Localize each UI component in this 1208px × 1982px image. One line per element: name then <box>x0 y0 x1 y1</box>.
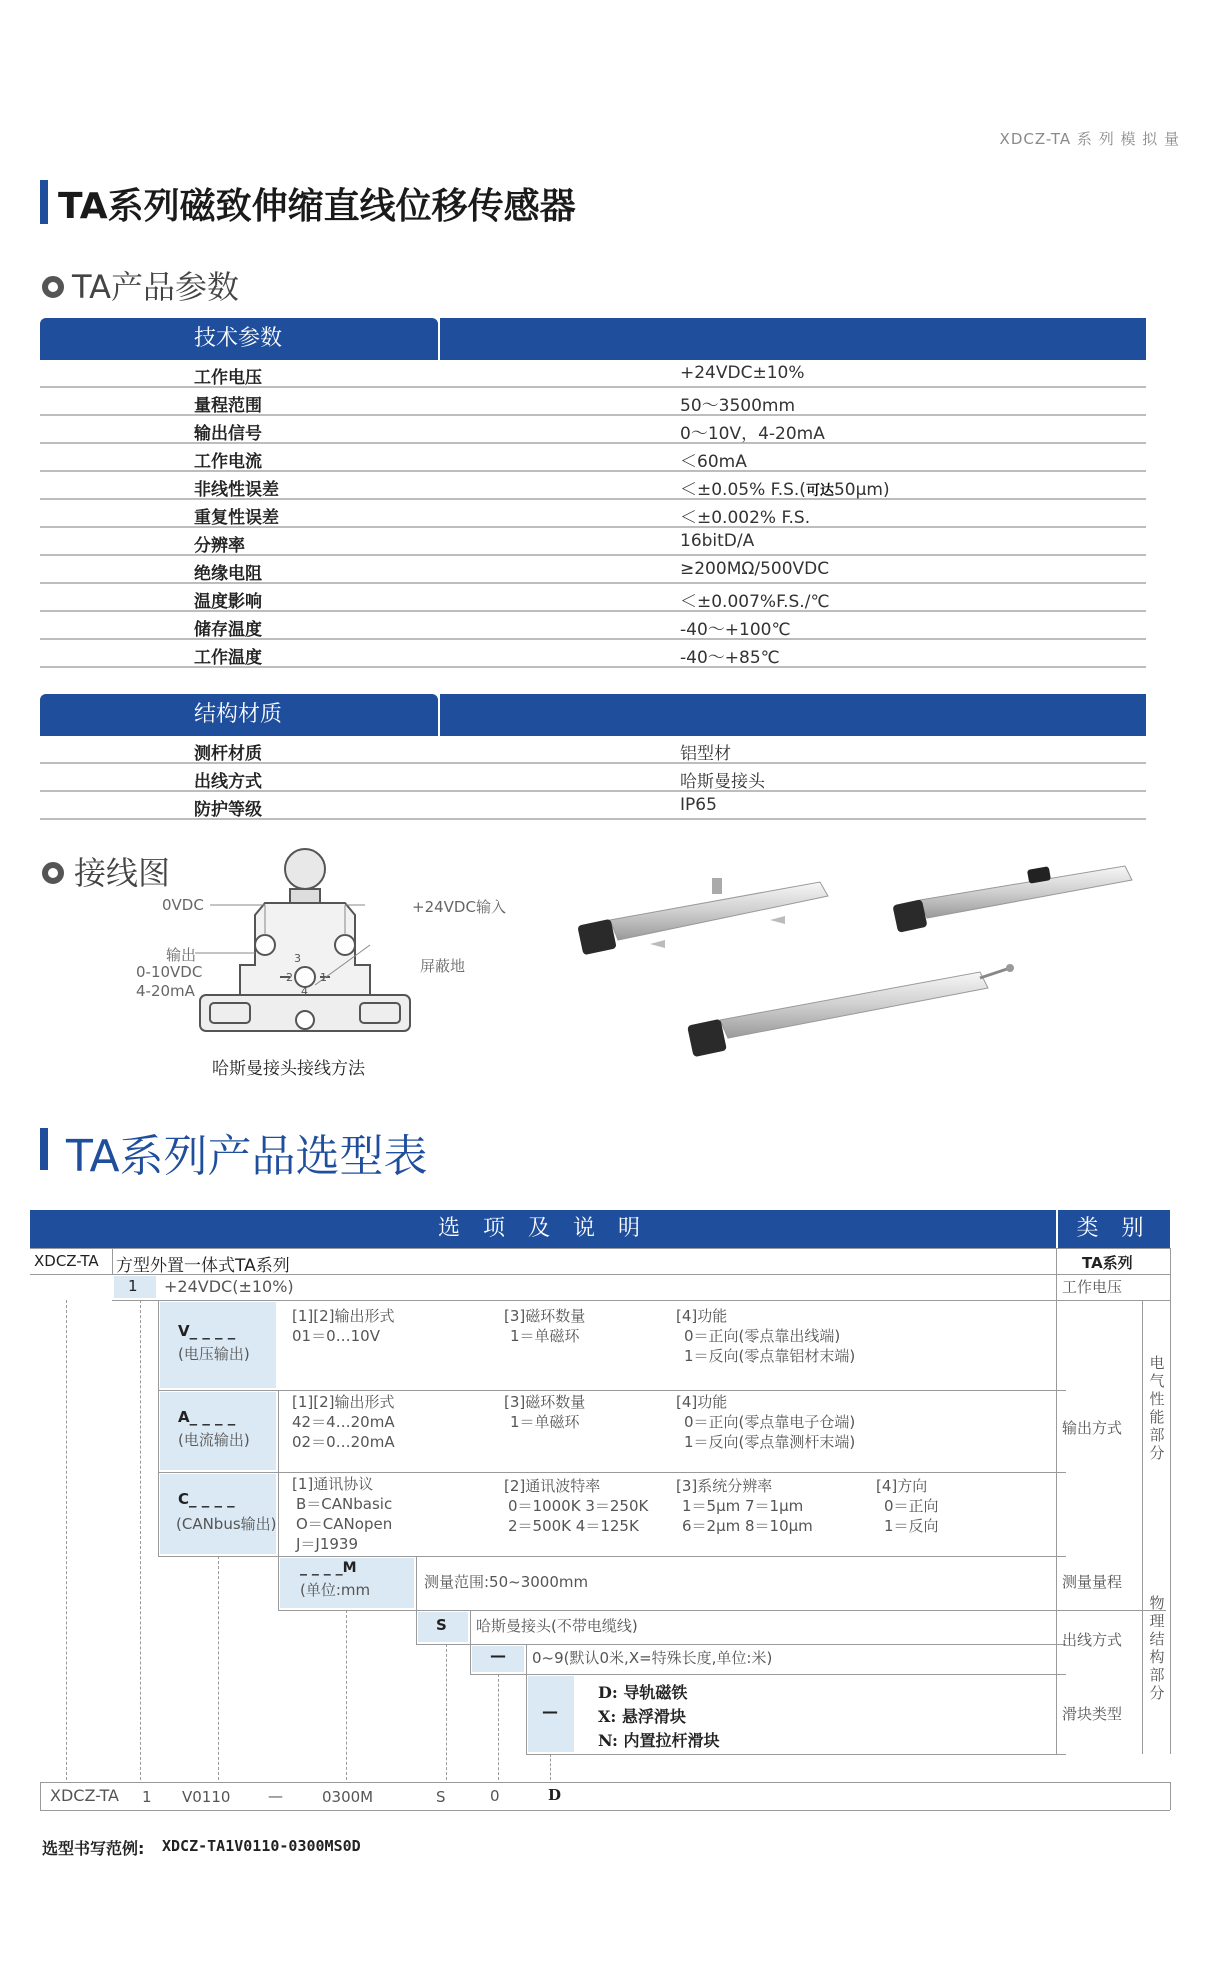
sensor-image-2 <box>892 866 1132 933</box>
v-code: V_ _ _ _ <box>178 1322 236 1340</box>
voltage-code: 1 <box>128 1277 138 1295</box>
c-c4-title: [4]方向 <box>876 1477 928 1495</box>
c-c1-title: [1]通讯协议 <box>292 1475 374 1493</box>
wiring-section-title: 接线图 <box>74 854 171 892</box>
a-code: A_ _ _ _ <box>178 1408 236 1426</box>
example-value: XDCZ-TA1V0110-0300MS0D <box>162 1837 361 1855</box>
param-value: -40～+85℃ <box>680 648 780 668</box>
pin-1-label: 1 <box>320 971 327 984</box>
struct-table-header <box>40 694 438 736</box>
tech-table-header-right <box>440 318 1146 360</box>
a-c1-line2: 02＝0…20mA <box>292 1433 395 1451</box>
c-c1-line1: B＝CANbasic <box>296 1495 393 1513</box>
tech-table-header-label: 技术参数 <box>194 326 283 351</box>
param-key: 工作电流 <box>194 452 262 472</box>
v-c3-line2: 1＝反向(零点靠铝材末端) <box>684 1347 856 1365</box>
a-c2-title: [3]磁环数量 <box>504 1393 586 1411</box>
s-code: S <box>436 1616 447 1634</box>
pin-2-label: 2 <box>286 971 293 984</box>
model-code: XDCZ-TA <box>34 1252 99 1270</box>
param-value: 哈斯曼接头 <box>680 772 765 792</box>
voltage-category: 工作电压 <box>1062 1278 1123 1296</box>
slider-opt-n: N: 内置拉杆滑块 <box>598 1731 720 1750</box>
example-output: V0110 <box>182 1788 231 1806</box>
param-value: ＜60mA <box>680 452 747 472</box>
param-key: 分辨率 <box>194 536 245 556</box>
wiring-caption: 哈斯曼接头接线方法 <box>212 1059 365 1079</box>
example-slider: D <box>548 1786 562 1804</box>
param-value: 50～3500mm <box>680 396 796 416</box>
wire-label-0vdc: 0VDC <box>162 896 204 914</box>
a-sub: (电流输出) <box>178 1431 250 1449</box>
v-c1-title: [1][2]输出形式 <box>292 1307 395 1325</box>
param-row <box>40 472 1146 500</box>
c-c3-line2: 6＝2μm 8＝10μm <box>682 1517 813 1535</box>
selection-title-bar <box>40 1128 48 1170</box>
output-category: 输出方式 <box>1062 1419 1123 1437</box>
param-row <box>40 556 1146 584</box>
mechanical-category: 物理结构部分 <box>1149 1594 1165 1702</box>
c-c2-line1: 0＝1000K 3＝250K <box>508 1497 649 1515</box>
v-c2-title: [3]磁环数量 <box>504 1307 586 1325</box>
selection-header-category: 类 别 <box>1058 1210 1170 1248</box>
pin-3-label: 3 <box>294 952 301 965</box>
selection-title: TA系列产品选型表 <box>66 1131 428 1182</box>
param-key: 输出信号 <box>194 424 262 444</box>
param-key: 工作电压 <box>194 368 262 388</box>
a-c3-line1: 0＝正向(零点靠电子仓端) <box>684 1413 856 1431</box>
param-value: 16bitD/A <box>680 531 755 551</box>
param-row <box>40 640 1146 668</box>
section-bullet-icon <box>42 862 64 884</box>
c-code: C_ _ _ _ <box>178 1490 235 1508</box>
param-row <box>40 612 1146 640</box>
title-accent-bar <box>40 180 48 224</box>
params-section-title: TA产品参数 <box>72 268 239 306</box>
c-c4-line1: 0＝正向 <box>884 1497 939 1515</box>
c-sub: (CANbus输出) <box>176 1515 277 1533</box>
param-value: ≥200MΩ/500VDC <box>680 559 830 579</box>
section-bullet-icon <box>42 276 64 298</box>
c-c4-line2: 1＝反向 <box>884 1517 939 1535</box>
param-value: 铝型材 <box>680 744 731 764</box>
c-c3-title: [3]系统分辨率 <box>676 1477 773 1495</box>
param-row <box>40 500 1146 528</box>
cable-category: 出线方式 <box>1062 1631 1123 1649</box>
param-key: 重复性误差 <box>194 508 279 528</box>
model-desc: 方型外置一体式TA系列 <box>116 1256 290 1276</box>
slider-opt-d: D: 导轨磁铁 <box>598 1683 688 1702</box>
range-unit: (单位:mm <box>300 1581 371 1599</box>
v-c1-line1: 01＝0…10V <box>292 1327 380 1345</box>
param-key: 出线方式 <box>194 772 262 792</box>
param-value: 0～10V，4-20mA <box>680 424 825 444</box>
a-c1-line1: 42＝4…20mA <box>292 1413 395 1431</box>
range-desc: 测量范围:50~3000mm <box>424 1573 589 1591</box>
a-c2-line1: 1＝单磁环 <box>510 1413 580 1431</box>
param-row <box>40 792 1146 820</box>
selection-header-options: 选 项 及 说 明 <box>30 1210 1056 1248</box>
v-c2-line1: 1＝单磁环 <box>510 1327 580 1345</box>
example-range: 0300M <box>322 1788 374 1806</box>
param-value-extra: 50μm) <box>833 480 890 500</box>
param-row <box>40 584 1146 612</box>
electrical-category: 电气性能部分 <box>1149 1354 1165 1462</box>
wire-label-24vdc: +24VDC输入 <box>412 898 506 916</box>
c-c2-title: [2]通讯波特率 <box>504 1477 601 1495</box>
param-key: 防护等级 <box>194 800 262 820</box>
slider-code: — <box>542 1702 558 1721</box>
model-category: TA系列 <box>1082 1254 1133 1272</box>
struct-table-header-label: 结构材质 <box>194 702 283 727</box>
s-desc: 哈斯曼接头(不带电缆线) <box>476 1617 638 1635</box>
param-key: 量程范围 <box>194 396 262 416</box>
c-c2-line2: 2＝500K 4＝125K <box>508 1517 639 1535</box>
v-c3-title: [4]功能 <box>676 1307 728 1325</box>
param-row <box>40 360 1146 388</box>
slider-category: 滑块类型 <box>1062 1705 1123 1723</box>
example-connector: S <box>436 1788 446 1806</box>
param-value-note: 可达 <box>805 483 834 499</box>
a-c1-title: [1][2]输出形式 <box>292 1393 395 1411</box>
c-c1-line3: J＝J1939 <box>296 1535 359 1553</box>
param-value <box>680 475 890 500</box>
wire-label-shield: 屏蔽地 <box>420 957 466 975</box>
c-c3-line1: 1＝5μm 7＝1μm <box>682 1497 804 1515</box>
param-row <box>40 736 1146 764</box>
sensor-image-3 <box>687 964 1014 1057</box>
product-photos <box>570 860 1140 1080</box>
param-key: 储存温度 <box>194 620 262 640</box>
param-row <box>40 764 1146 792</box>
param-key: 工作温度 <box>194 648 262 668</box>
c-c1-line2: O＝CANopen <box>296 1515 393 1533</box>
wire-label-output: 输出 <box>166 946 197 964</box>
param-value: ＜±0.007%F.S./℃ <box>680 592 830 612</box>
v-sub: (电压输出) <box>178 1345 250 1363</box>
param-row <box>40 388 1146 416</box>
param-row <box>40 416 1146 444</box>
param-value: ＜±0.002% F.S. <box>680 508 811 528</box>
page-title: TA系列磁致伸缩直线位移传感器 <box>58 186 576 227</box>
a-c3-title: [4]功能 <box>676 1393 728 1411</box>
v-c3-line1: 0＝正向(零点靠出线端) <box>684 1327 841 1345</box>
param-key: 非线性误差 <box>194 480 279 500</box>
example-voltage: 1 <box>142 1788 152 1806</box>
param-row <box>40 444 1146 472</box>
sensor-image-1 <box>577 878 828 955</box>
param-value: -40～+100℃ <box>680 620 791 640</box>
range-code: _ _ _ _M <box>300 1560 357 1576</box>
cable-desc: 0~9(默认0米,X=特殊长度,单位:米) <box>532 1649 773 1667</box>
wire-label-4-20ma: 4-20mA <box>136 982 195 1000</box>
param-value: IP65 <box>680 795 717 815</box>
param-key: 测杆材质 <box>194 744 262 764</box>
range-category: 测量量程 <box>1062 1573 1123 1591</box>
param-key: 温度影响 <box>194 592 262 612</box>
param-key: 绝缘电阻 <box>194 564 262 584</box>
param-value: +24VDC±10% <box>680 363 805 383</box>
cable-code: — <box>490 1646 506 1665</box>
example-dash: — <box>268 1787 283 1805</box>
example-model: XDCZ-TA <box>50 1786 119 1805</box>
voltage-desc: +24VDC(±10%) <box>164 1277 294 1296</box>
example-label: 选型书写范例: <box>42 1839 145 1858</box>
pin-4-label: 4 <box>301 985 308 998</box>
slider-opt-x: X: 悬浮滑块 <box>598 1707 686 1726</box>
a-c3-line2: 1＝反向(零点靠测杆末端) <box>684 1433 856 1451</box>
param-value-main: ＜±0.05% F.S.( <box>680 480 806 500</box>
wire-label-0-10vdc: 0-10VDC <box>136 963 203 981</box>
series-tag: XDCZ-TA 系 列 模 拟 量 <box>999 130 1180 148</box>
example-cable: 0 <box>490 1787 500 1805</box>
tech-table-header <box>40 318 438 360</box>
struct-table-header-right <box>440 694 1146 736</box>
param-row <box>40 528 1146 556</box>
